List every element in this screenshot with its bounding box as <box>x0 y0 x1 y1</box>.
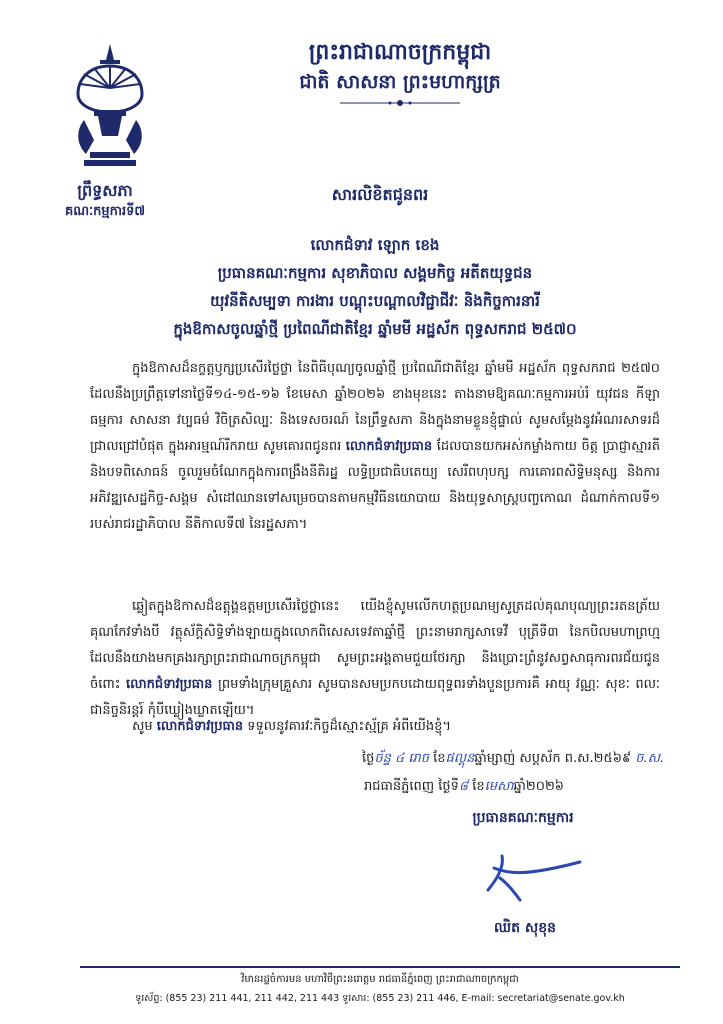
footer-contact: ទូរស័ព្ទ: (855 23) 211 441, 211 442, 211 443 ទូរសារ: (855 23) 211 446, E-mail: secretariat@senate.gov.kh <box>135 993 625 1004</box>
recipient-title-line-2: យុវនីតិសម្បទា ការងារ បណ្តុះបណ្តាលវិជ្ជាជីវៈ និងកិច្ចការនារី <box>210 292 540 310</box>
solar-date-prefix: រាជធានីភ្នំពេញ ថ្ងៃទី <box>364 779 459 794</box>
paragraph-2 <box>90 594 660 724</box>
paragraph-1 <box>90 356 660 538</box>
solar-date-suffix: ឆ្នាំ២០២៦ <box>513 779 565 794</box>
paragraph-1-emphasis: លោកជំទាវប្រធាន <box>345 439 433 454</box>
closing-line <box>90 714 660 740</box>
solar-month-handwritten: មេសា <box>484 779 514 794</box>
lunar-month-prefix: ខែ <box>433 751 446 766</box>
lunar-date-prefix: ថ្ងៃ <box>362 751 375 766</box>
national-motto: ជាតិ សាសនា ព្រះមហាក្សត្រ <box>299 71 501 93</box>
paragraph-1-text-a: ក្នុងឱកាសដ៏នក្ខត្តឫក្សប្រសើរថ្លៃថ្លា នៃពិធីបុណ្យចូលឆ្នាំថ្មី ប្រពៃណីជាតិខ្មែរ ឆ្នាំមមី អដ្ឋស័ក ពុទ្ធសករាជ ២៥៧០ ដែលនឹងប្រព្រឹត្តទៅនាថ្ងៃទី១៤-១៥-១៦ ខែមេសា ឆ្នាំ២០២៦ ខាងមុខនេះ តាងនាមឱ្យគណៈកម្មការអប់រំ យុវជន កីឡា ធម្មការ សាសនា វប្បធម៌ វិចិត្រសិល្បៈ និងទេសចរណ៍ នៃព្រឹទ្ធសភា និងក្នុងនាមខ្លួនខ្ញុំផ្ទាល់ សូមសម្តែងនូវអំណរសាទរដ៏ជ្រាលជ្រៅបំផុត ក្នុងអារម្មណ៍រីករាយ សូមគោរពជូនពរ <box>90 361 660 454</box>
solar-month-prefix: ខែ <box>472 779 485 794</box>
occasion-line: ក្នុងឱកាសចូលឆ្នាំថ្មី ប្រពៃណីជាតិខ្មែរ ឆ្នាំមមី អដ្ឋស័ក ពុទ្ធសករាជ ២៥៧០ <box>173 320 577 338</box>
closing-text-b: ទទួលនូវគារវៈកិច្ចដ៏ស្មោះស្ម័គ្រ អំពីយើងខ្ញុំ។ <box>243 719 451 734</box>
lunar-date <box>362 750 692 769</box>
royal-emblem-icon <box>70 40 150 170</box>
document-title: សារលិខិតជូនពរ <box>331 185 429 204</box>
paragraph-2-text-a: ឆ្លៀតក្នុងឱកាសដ៏ឧត្តុង្គឧត្តមប្រសើរថ្លៃថ្លានេះ យើងខ្ញុំសូមលើកហត្ថប្រណម្យសូត្រដល់គុណបុណ្យព្រះរតនត្រ័យគុណកែវទាំងបី វត្ថុស័ក្តិសិទ្ធិទាំងឡាយក្នុងលោកពិសេសទេវតាឆ្នាំថ្មី ព្រះនាមរាក្សសាទេវី បុត្រីទី៣ នៃកបិលមហាព្រហ្ម ដែលនឹងយាងមកគ្រងរក្សាព្រះរាជាណាចក្រកម្ពុជា សូមព្រះអង្គតាមជួយថែរក្សា និងប្រោះព្រំនូវសព្វសាធុការពរជ័យជូនចំពោះ <box>90 599 660 692</box>
recipient-title-line-1: ប្រធានគណៈកម្មការ សុខាភិបាល សង្គមកិច្ច អតីតយុទ្ធជន <box>217 264 533 282</box>
lunar-extra-handwritten: ច.ស. <box>635 751 665 766</box>
signature-role: ប្រធានគណៈកម្មការ <box>472 810 574 826</box>
paragraph-2-emphasis: លោកជំទាវប្រធាន <box>126 677 213 692</box>
footer-address: វិមានរដ្ឋចំការមន មហាវិថីព្រះនរោត្តម រាជធានីភ្នំពេញ ព្រះរាជាណាចក្រកម្ពុជា <box>241 974 519 985</box>
paragraph-1-text-b: ដែលបានយកអស់កម្លាំងកាយ ចិត្ត ប្រាជ្ញាស្មារតី និងបទពិសោធន៍ ចូលរួមចំណែកក្នុងការពង្រឹងនីតិរដ្ឋ លទ្ធិប្រជាធិបតេយ្យ សេរីពហុបក្ស ការគោរពសិទ្ធិមនុស្ស និងការអភិវឌ្ឍសេដ្ឋកិច្ច-សង្គម សំដៅឈានទៅសម្រេចបានតាមកម្មវិធីនយោបាយ និងយុទ្ធសាស្ត្របញ្ចកោណ ដំណាក់កាលទី១ របស់រាជរដ្ឋាភិបាល នីតិកាលទី៧ នៃរដ្ឋសភា។ <box>90 439 660 532</box>
solar-date <box>364 778 694 797</box>
closing-emphasis: លោកជំទាវប្រធាន <box>156 719 244 734</box>
recipient-name: លោកជំទាវ ឡោក ខេង <box>310 236 440 254</box>
senate-name: ព្រឹទ្ធសភា <box>77 181 133 200</box>
closing-text-a: សូម <box>132 719 157 734</box>
handwritten-signature-icon <box>468 848 588 908</box>
lunar-month-handwritten: ផល្គុន <box>445 751 475 766</box>
lunar-day-handwritten: ច័ន្ទ ៤ រោច <box>374 751 429 766</box>
footer-divider <box>80 966 680 968</box>
committee-name: គណៈកម្មការទី៧ <box>64 204 145 219</box>
divider-ornament-icon <box>340 98 460 108</box>
kingdom-title: ព្រះរាជាណាចក្រកម្ពុជា <box>308 40 492 65</box>
paragraph-2-text-b: ព្រមទាំងក្រុមគ្រួសារ សូមបានសមប្រកបដោយពុទ្ធពរទាំងបួនប្រការគឺ អាយុ វណ្ណៈ សុខៈ ពលៈ ជានិច្ចនិរន្តរ៍ កុំបីឃ្លៀងឃ្លាតឡើយ។ <box>90 677 660 718</box>
signer-name: ឈិត សុខុន <box>494 920 556 936</box>
solar-day-handwritten: ៨ <box>458 779 469 794</box>
lunar-date-suffix: ឆ្នាំម្សាញ់ សប្តស័ក ព.ស.២៥៦៩ <box>474 751 632 766</box>
